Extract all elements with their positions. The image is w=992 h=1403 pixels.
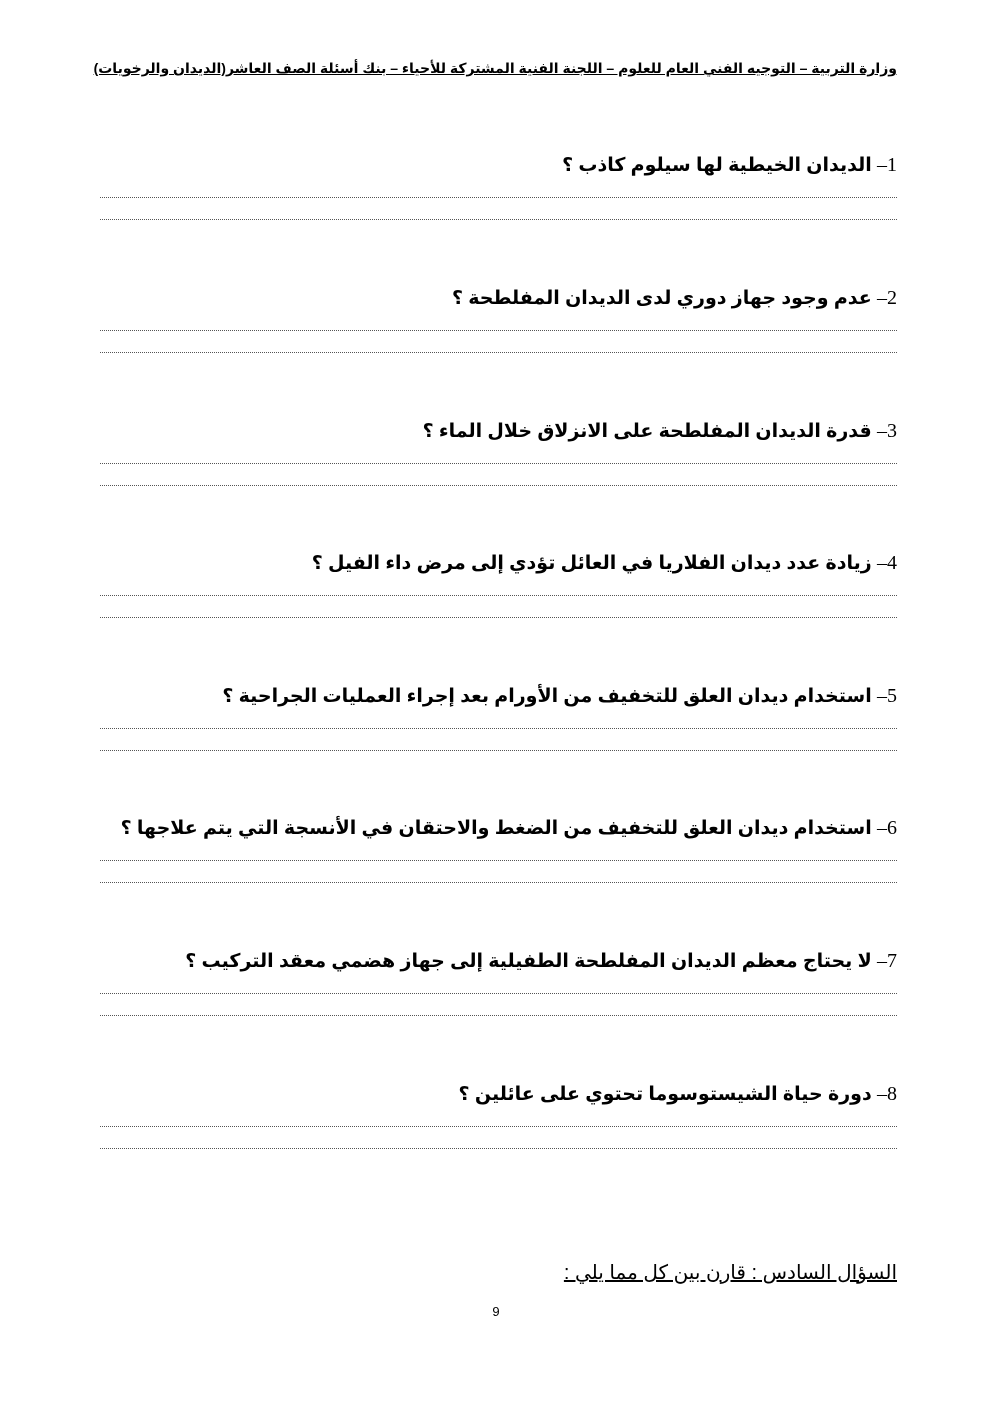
- section-six-title: السؤال السادس : قارن بين كل مما يلي :: [563, 1262, 897, 1284]
- question-text-line: [100, 948, 897, 975]
- question-separator: –: [877, 950, 887, 972]
- answer-line[interactable]: [100, 463, 897, 464]
- question-text-line: [100, 550, 897, 577]
- question-text: قدرة الديدان المفلطحة على الانزلاق خلال الماء ؟: [422, 421, 872, 442]
- answer-line[interactable]: [100, 595, 897, 596]
- answer-line[interactable]: [100, 352, 897, 353]
- question-text: دورة حياة الشيستوسوما تحتوي على عائلين ؟: [458, 1084, 872, 1105]
- question-separator: –: [877, 154, 887, 176]
- question-number: 2: [887, 287, 897, 309]
- question-1: [100, 152, 897, 179]
- page-number: 9: [492, 1304, 500, 1319]
- question-7: [100, 948, 897, 975]
- question-text: لا يحتاج معظم الديدان المفلطحة الطفيلية إلى جهاز هضمي معقد التركيب ؟: [185, 951, 872, 972]
- answer-line[interactable]: [100, 728, 897, 729]
- answer-line[interactable]: [100, 1148, 897, 1149]
- question-separator: –: [877, 420, 887, 442]
- question-text-line: [100, 285, 897, 312]
- answer-line[interactable]: [100, 485, 897, 486]
- question-number: 6: [887, 817, 897, 839]
- question-text: زيادة عدد ديدان الفلاريا في العائل تؤدي إلى مرض داء الفيل ؟: [311, 553, 872, 574]
- question-6: [100, 815, 897, 842]
- question-3: [100, 418, 897, 445]
- question-number: 8: [887, 1083, 897, 1105]
- question-separator: –: [877, 1083, 887, 1105]
- answer-line[interactable]: [100, 993, 897, 994]
- answer-line[interactable]: [100, 1015, 897, 1016]
- answer-line[interactable]: [100, 860, 897, 861]
- question-separator: –: [877, 685, 887, 707]
- question-number: 4: [887, 552, 897, 574]
- answer-line[interactable]: [100, 882, 897, 883]
- question-text-line: [100, 1081, 897, 1108]
- question-text: استخدام ديدان العلق للتخفيف من الضغط والاحتقان في الأنسجة التي يتم علاجها ؟: [120, 818, 872, 839]
- question-5: [100, 683, 897, 710]
- question-text: استخدام ديدان العلق للتخفيف من الأورام بعد إجراء العمليات الجراحية ؟: [222, 686, 872, 707]
- answer-line[interactable]: [100, 617, 897, 618]
- answer-line[interactable]: [100, 750, 897, 751]
- question-number: 3: [887, 420, 897, 442]
- question-8: [100, 1081, 897, 1108]
- answer-line[interactable]: [100, 219, 897, 220]
- question-number: 1: [887, 154, 897, 176]
- question-text: الديدان الخيطية لها سيلوم كاذب ؟: [562, 155, 872, 176]
- question-number: 5: [887, 685, 897, 707]
- page-header: وزارة التربية – التوجيه الفني العام للعلوم – اللجنة الفنية المشتركة للأحياء – بنك أسئلة الصف العاشر(الديدان والرخويات): [93, 60, 897, 76]
- answer-line[interactable]: [100, 330, 897, 331]
- question-number: 7: [887, 950, 897, 972]
- question-text-line: [100, 815, 897, 842]
- question-text-line: [100, 418, 897, 445]
- question-text-line: [100, 152, 897, 179]
- question-separator: –: [877, 817, 887, 839]
- question-2: [100, 285, 897, 312]
- question-separator: –: [877, 287, 887, 309]
- answer-line[interactable]: [100, 197, 897, 198]
- answer-line[interactable]: [100, 1126, 897, 1127]
- question-4: [100, 550, 897, 577]
- question-separator: –: [877, 552, 887, 574]
- question-text: عدم وجود جهاز دوري لدى الديدان المفلطحة ؟: [451, 288, 872, 309]
- question-text-line: [100, 683, 897, 710]
